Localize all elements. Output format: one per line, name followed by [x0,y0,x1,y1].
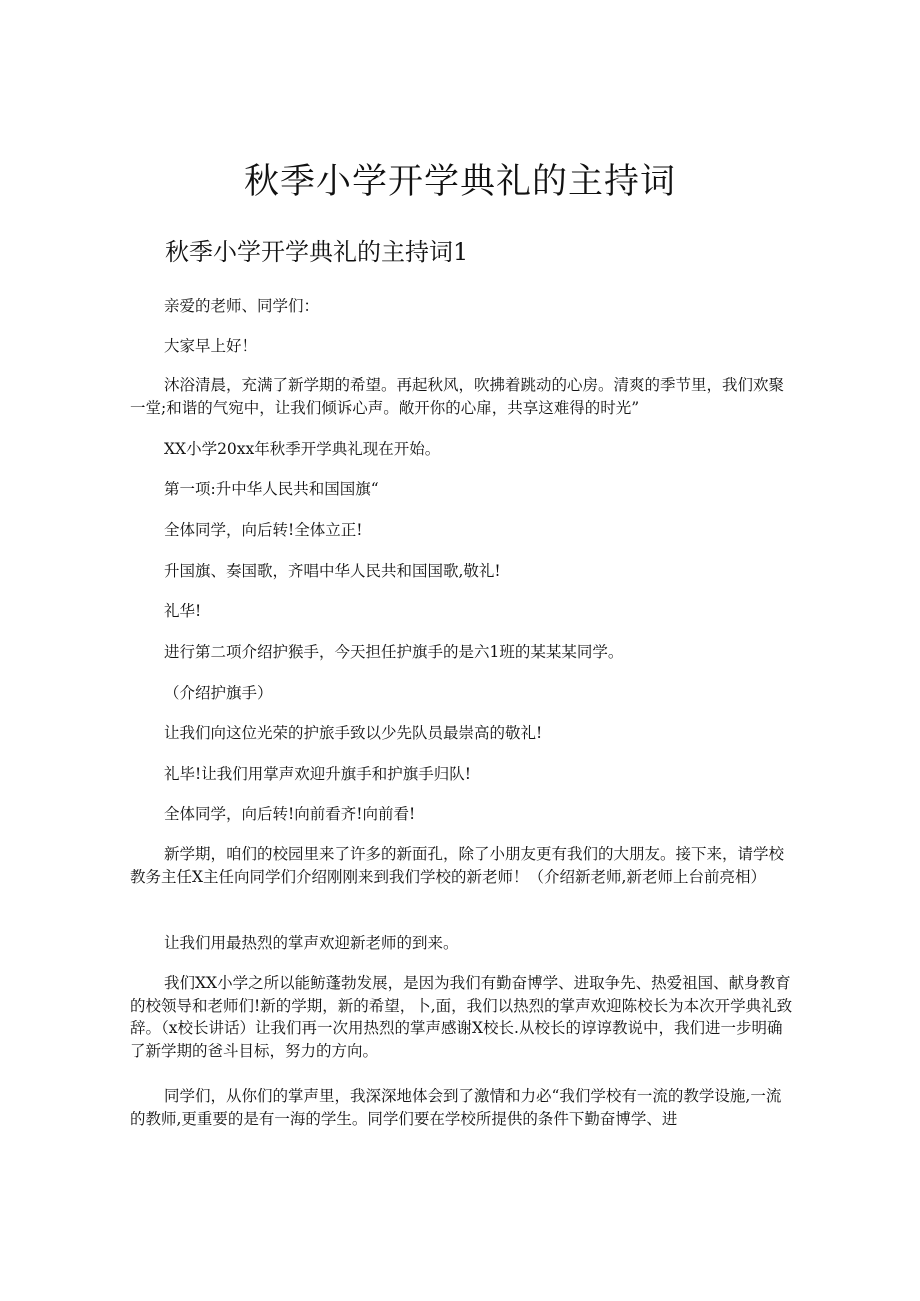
paragraph-new-teachers: 新学期，咱们的校园里来了许多的新面孔，除了小朋友更有我们的大朋友。接下来，请学校教务主任X主任向同学们介绍刚刚来到我们学校的新老师！（介绍新老师,新老师上台前亮相） [130,845,785,886]
paragraph-salute-guard: 让我们向这位光荣的护旅手致以少先队员最崇高的敬礼! [164,724,543,742]
paragraph-good-morning: 大家早上好！ [164,337,258,355]
paragraph-return: 礼毕!让我们用掌声欢迎升旗手和护旗手归队! [164,765,471,783]
paragraph-welcome-teachers: 让我们用最热烈的掌声欢迎新老师的到来。 [164,934,459,952]
paragraph-look-forward: 全体同学，向后转!向前看齐!向前看! [164,805,416,823]
paragraph-opening: 沐浴清晨，充满了新学期的希望。再起秋风，吹拂着跳动的心房。清爽的季节里，我们欢聚一堂;和谐的气宛中，让我们倾诉心声。敞开你的心扉，共享这难得的时光” [130,376,785,417]
paragraph-salute-done: 礼华! [164,602,202,620]
paragraph-principal-speech: 我们XX小学之所以能鲂蓬勃发展，是因为我们有勤奋博学、进取争先、热爱祖国、献身教育的校领导和老师们!新的学期，新的希望，卜,面，我们以热烈的掌声欢迎陈校长为本次开学典礼致辞。（x校长讲话）让我们再一次用热烈的掌声感谢X校长.从校长的谆谆教说中，我们进一步明确了新学期的爸斗目标，努力的方向。 [130,974,793,1060]
paragraph-turn-around: 全体同学，向后转!全体立正! [164,521,363,539]
section-heading: 秋季小学开学典礼的主持词1 [165,238,469,266]
paragraph-introduce-guards: （介绍护旗手） [164,684,273,702]
document-title: 秋季小学开学典礼的主持词 [243,162,676,202]
paragraph-ceremony-start: XX小学20xx年秋季开学典礼现在开始。 [164,440,441,458]
paragraph-item-one: 第一项:升中华人民共和国国旗“ [164,480,379,498]
paragraph-item-two: 进行第二项介绍护猴手，今天担任护旗手的是六1班的某某某同学。 [164,643,624,661]
paragraph-students: 同学们，从你们的掌声里，我深深地体会到了激情和力必“我们学校有一流的教学设施,一流的教师,更重要的是有一海的学生。同学们要在学校所提供的条件下勤奋博学、进 [130,1087,782,1128]
paragraph-greeting: 亲爱的老师、同学们： [164,297,320,315]
paragraph-flag-raising: 升国旗、奏国歌，齐唱中华人民共和国国歌,敬礼! [164,562,501,580]
